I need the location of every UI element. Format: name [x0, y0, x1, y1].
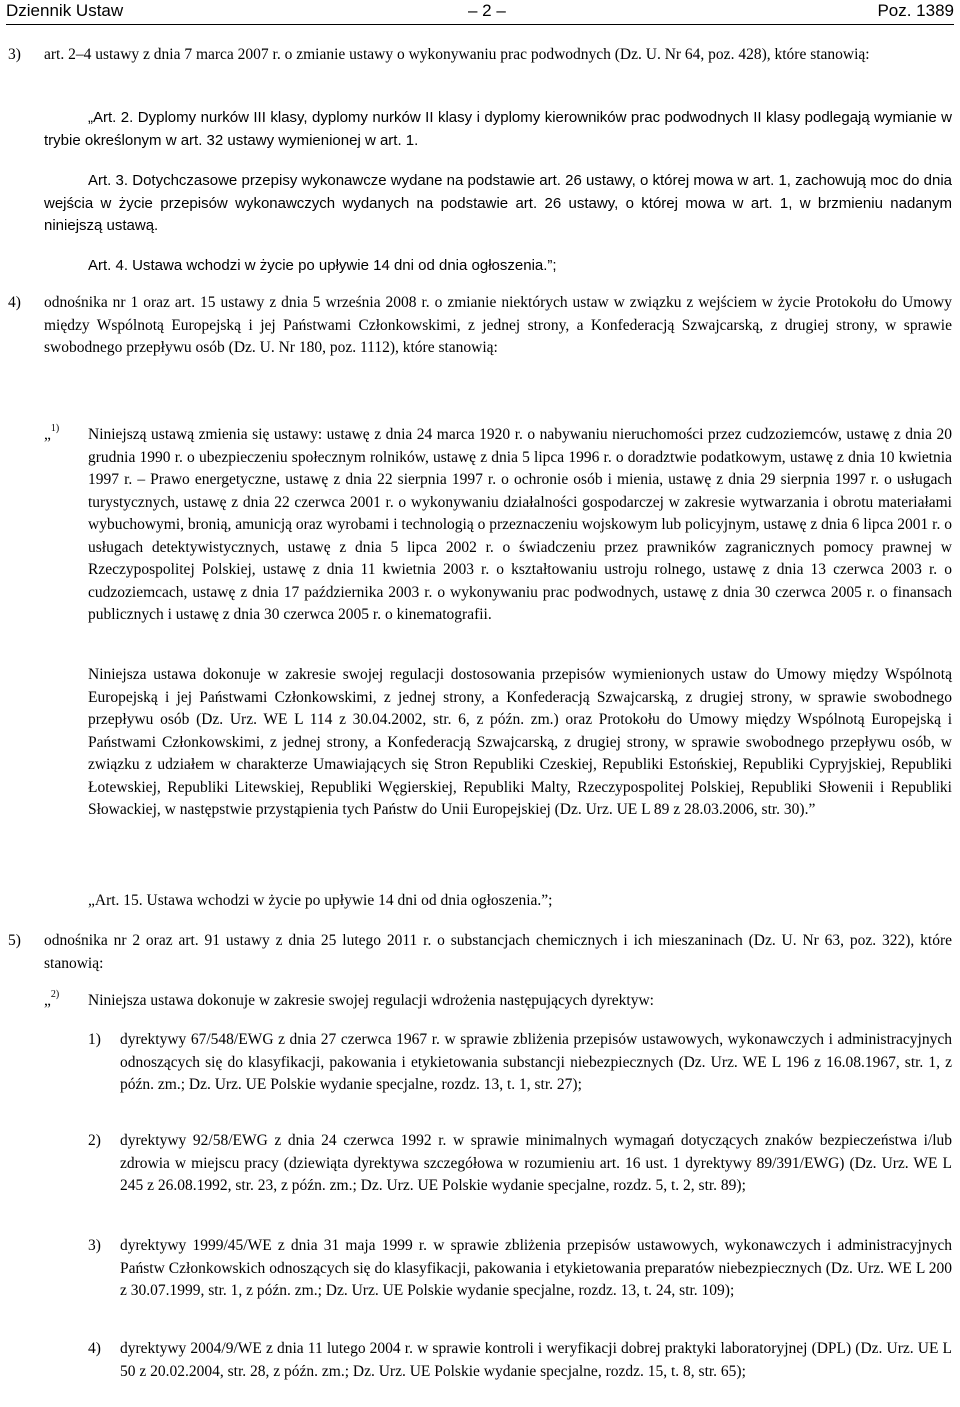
footnote-1-sup: 1) — [50, 423, 60, 434]
item-3-art-3: Art. 3. Dotychczasowe przepisy wykonawcze wydane na podstawie art. 26 ustawy, o której mowa w art. 1, zachowują moc do dnia wejścia w życie przepisów wykonawczych wydanych na podstawie art. 26 ustawy, o której mowa w art. 1, w brzmieniu nadanym niniejszą ustawą. — [44, 172, 952, 234]
directive-3-text: dyrektywy 1999/45/WE z dnia 31 maja 1999 r. w sprawie zbliżenia przepisów ustawowych, wykonawczych i administracyjnych Państw Członkowskich odnoszących się do klasyfikacji, pakowania i etykietowania preparatów niebezpiecznych (Dz. Urz. WE L 200 z 30.07.1999, str. 1, z późn. zm.; Dz. Urz. UE Polskie wydanie specjalne, rozdz. 13, t. 24, str. 109); — [120, 1237, 952, 1299]
footnote-2-text: Niniejsza ustawa dokonuje w zakresie swojej regulacji wdrożenia następujących dyrektyw: — [88, 992, 654, 1009]
footnote-1-text: Niniejszą ustawą zmienia się ustawy: ustawę z dnia 24 marca 1920 r. o nabywaniu nieruchomości przez cudzoziemców, ustawę z dnia 20 grudnia 1990 r. o ubezpieczeniu społecznym rolników, ustawę z dnia 5 lipca 1996 r. o doradztwie podatkowym, ustawę z dnia 10 kwietnia 1997 r. – Prawo energetyczne, ustawę z dnia 22 sierpnia 1997 r. o ochronie osób i mienia, ustawę z dnia 29 sierpnia 1997 r. o usługach turystycznych, ustawę z dnia 22 czerwca 2001 r. o wykonywaniu działalności gospodarczej w zakresie wytwarzania i obrotu materiałami wybuchowymi, bronią, amunicją oraz wyrobami i technologią o przeznaczeniu wojskowym lub policyjnym, ustawę z dnia 6 lipca 2001 r. o usługach detektywistycznych, ustawę z dnia 5 lipca 2002 r. o świadczeniu przez prawników zagranicznych pomocy prawnej w Rzeczypospolitej Polskiej, ustawę z dnia 11 kwietnia 2003 r. o kształtowaniu ustroju rolnego, ustawę z dnia 13 czerwca 2003 r. o cudzoziemcach, ustawę z dnia 17 października 2003 r. o wykonywaniu prac podwodnych, ustawę z dnia 30 czerwca 2005 r. o finansach publicznych i ustawę z dnia 30 czerwca 2005 r. o kinematografii. — [88, 426, 952, 623]
footnote-2-marker — [44, 990, 59, 1013]
item-3-art-4: Art. 4. Ustawa wchodzi w życie po upływie 14 dni od dnia ogłoszenia.”; — [88, 257, 557, 274]
item-3-art-2: „Art. 2. Dyplomy nurków III klasy, dyplomy nurków II klasy i dyplomy kierowników prac podwodnych II klasy podlegają wymianie w trybie określonym w art. 32 ustawy wymienionej w art. 1. — [44, 109, 952, 149]
item-5-number: 5) — [8, 932, 21, 949]
position-number: Poz. 1389 — [877, 1, 954, 20]
page-number: – 2 – — [468, 1, 506, 20]
item-3-number: 3) — [8, 46, 21, 63]
directive-2-text: dyrektywy 92/58/EWG z dnia 24 czerwca 1992 r. w sprawie minimalnych wymagań dotyczących znaków bezpieczeństwa i/lub zdrowia w miejscu pracy (dziewiąta dyrektywa szczegółowa w rozumieniu art. 16 ust. 1 dyrektywy 89/391/EWG) (Dz. Urz. WE L 245 z 26.08.1992, str. 23, z późn. zm.; Dz. Urz. UE Polskie wydanie specjalne, rozdz. 5, t. 2, str. 89); — [120, 1132, 952, 1194]
item-4-art-15: „Art. 15. Ustawa wchodzi w życie po upływie 14 dni od dnia ogłoszenia.”; — [88, 892, 553, 909]
footnote-1-text-2: Niniejsza ustawa dokonuje w zakresie swojej regulacji dostosowania przepisów wymienionych ustaw do Umowy między Wspólnotą Europejską i jej Państwami Członkowskimi, z jednej strony, a Konfederacją Szwajcarską, z drugiej strony, w sprawie swobodnego przepływu osób (Dz. Urz. WE L 114 z 30.04.2002, str. 6, z późn. zm.) oraz Protokołu do Umowy między Wspólnotą Europejską i Państwami Członkowskimi, z jednej strony, a Konfederacją Szwajcarską, z drugiej strony, w sprawie swobodnego przepływu osób, w związku z udziałem w charakterze Umawiających się Stron Republiki Czeskiej, Republiki Estońskiej, Republiki Cypryjskiej, Republiki Łotewskiej, Republiki Litewskiej, Republiki Węgierskiej, Republiki Malty, Rzeczypospolitej Polskiej, Republiki Słowenii i Republiki Słowackiej, w następstwie przystąpienia tych Państw do Unii Europejskiej (Dz. Urz. UE L 89 z 28.03.2006, str. 30).” — [88, 666, 952, 818]
footnote-2-quote: „ — [44, 992, 51, 1009]
footnote-1-quote: „ — [44, 426, 51, 443]
footnote-2-sup: 2) — [50, 989, 60, 1000]
directive-1-text: dyrektywy 67/548/EWG z dnia 27 czerwca 1967 r. w sprawie zbliżenia przepisów ustawowych, wykonawczych i administracyjnych odnoszących się do klasyfikacji, pakowania i etykietowania substancji niebezpiecznych (Dz. Urz. WE L 196 z 16.08.1967, str. 1, z późn. zm.; Dz. Urz. UE Polskie wydanie specjalne, rozdz. 13, t. 1, str. 27); — [120, 1031, 952, 1093]
item-5-text: odnośnika nr 2 oraz art. 91 ustawy z dnia 25 lutego 2011 r. o substancjach chemicznych i ich mieszaninach (Dz. U. Nr 63, poz. 322), które stanowią: — [44, 932, 952, 972]
journal-title: Dziennik Ustaw — [6, 1, 124, 20]
directive-2-number: 2) — [88, 1132, 101, 1149]
page-header — [6, 0, 954, 22]
directive-4-number: 4) — [88, 1340, 101, 1357]
directive-4-text: dyrektywy 2004/9/WE z dnia 11 lutego 2004 r. w sprawie kontroli i weryfikacji dobrej praktyki laboratoryjnej (DPL) (Dz. Urz. UE L 50 z 20.02.2004, str. 28, z późn. zm.; Dz. Urz. UE Polskie wydanie specjalne, rozdz. 15, t. 8, str. 65); — [120, 1340, 952, 1380]
item-4-number: 4) — [8, 294, 21, 311]
footnote-1-marker — [44, 424, 59, 447]
item-3-text: art. 2–4 ustawy z dnia 7 marca 2007 r. o zmianie ustawy o wykonywaniu prac podwodnych (Dz. U. Nr 64, poz. 428), które stanowią: — [44, 46, 870, 63]
item-4-text: odnośnika nr 1 oraz art. 15 ustawy z dnia 5 września 2008 r. o zmianie niektórych ustaw w związku z wejściem w życie Protokołu do Umowy między Wspólnotą Europejską i jej Państwami Członkowskimi, z jednej strony, a Konfederacją Szwajcarską, z drugiej strony, w sprawie swobodnego przepływu osób (Dz. U. Nr 180, poz. 1112), które stanowią: — [44, 294, 952, 356]
directive-1-number: 1) — [88, 1031, 101, 1048]
header-divider — [6, 24, 954, 25]
directive-3-number: 3) — [88, 1237, 101, 1254]
